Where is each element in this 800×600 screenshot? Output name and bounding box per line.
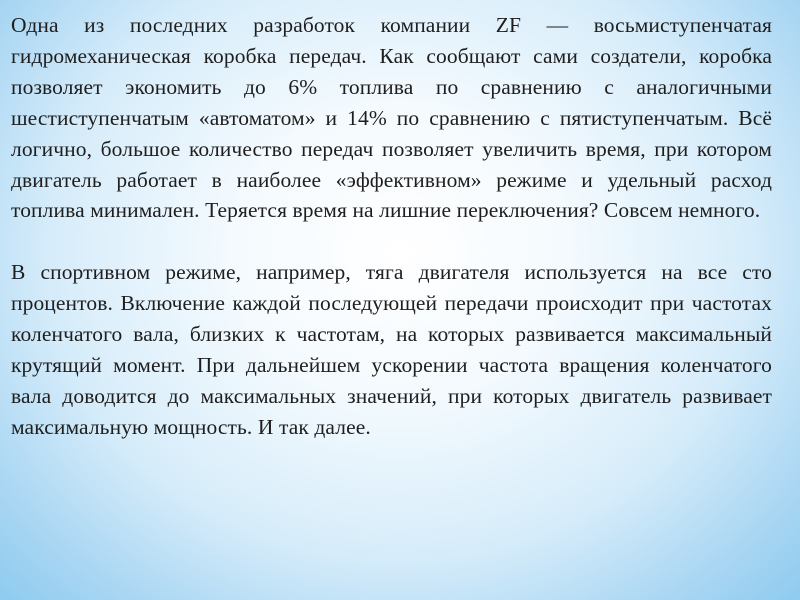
- paragraph-1: Одна из последних разработок компании ZF — восьмиступенчатая гидромеханическая коробка передач. Как сообщают сами создатели, коробка позволяет экономить до 6% топлива по сравнению с аналогичными шестиступенчатым «автоматом» и 14% по сравнению с пятиступенчатым. Всё логично, большое количество передач позволяет увеличить время, при котором двигатель работает в наиболее «эффективном» режиме и удельный расход топлива минимален. Теряется время на лишние переключения? Совсем немного.: [11, 13, 772, 223]
- slide-text-box: [11, 10, 772, 443]
- paragraph-2: В спортивном режиме, например, тяга двигателя используется на все сто процентов. Включение каждой последующей передачи происходит при частотах коленчатого вала, близких к частотам, на которых развивается максимальный крутящий момент. При дальнейшем ускорении частота вращения коленчатого вала доводится до максимальных значений, при которых двигатель развивает максимальную мощность. И так далее.: [11, 260, 772, 439]
- paragraph-spacer: [11, 226, 772, 257]
